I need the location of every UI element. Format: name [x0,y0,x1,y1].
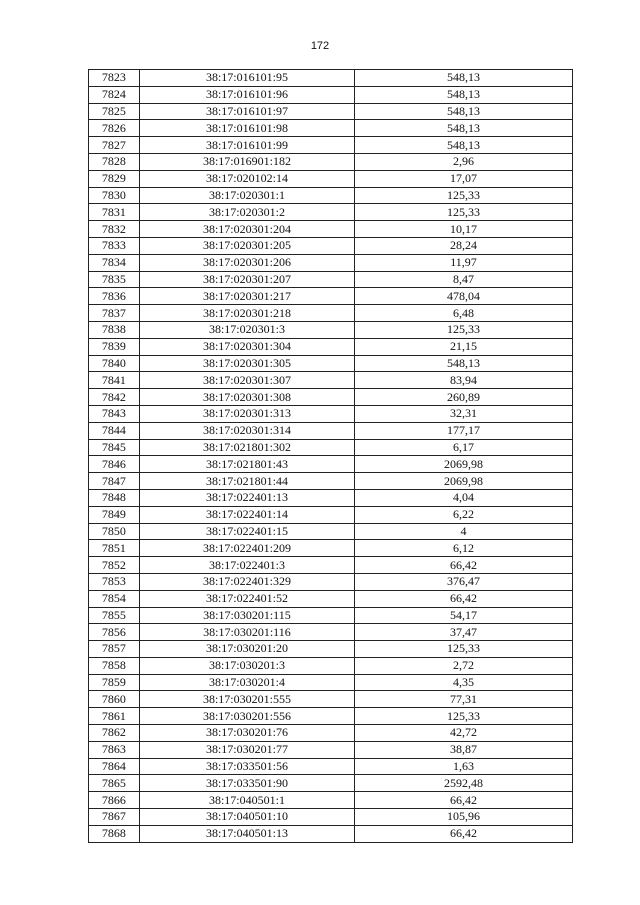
value-cell: 66,42 [355,557,573,574]
table-row [89,523,573,540]
cadastral-number-cell: 38:17:016101:99 [139,137,354,154]
table-row [89,741,573,758]
table-row [89,624,573,641]
row-number-cell: 7850 [89,523,140,540]
cadastral-number-cell: 38:17:030201:116 [139,624,354,641]
cadastral-number-cell: 38:17:030201:556 [139,708,354,725]
row-number-cell: 7823 [89,70,140,87]
table-row [89,775,573,792]
row-number-cell: 7841 [89,372,140,389]
table-row [89,456,573,473]
row-number-cell: 7826 [89,120,140,137]
table-row [89,557,573,574]
table-row [89,809,573,826]
value-cell: 4,04 [355,489,573,506]
cadastral-number-cell: 38:17:040501:10 [139,809,354,826]
cadastral-number-cell: 38:17:020301:217 [139,288,354,305]
row-number-cell: 7831 [89,204,140,221]
value-cell: 11,97 [355,254,573,271]
page-number: 172 [310,40,330,52]
cadastral-number-cell: 38:17:022401:15 [139,523,354,540]
cadastral-number-cell: 38:17:016101:97 [139,103,354,120]
table-row [89,607,573,624]
row-number-cell: 7845 [89,439,140,456]
value-cell: 2,72 [355,657,573,674]
value-cell: 1,63 [355,758,573,775]
cadastral-number-cell: 38:17:033501:90 [139,775,354,792]
cadastral-number-cell: 38:17:030201:555 [139,691,354,708]
row-number-cell: 7858 [89,657,140,674]
cadastral-number-cell: 38:17:020301:205 [139,237,354,254]
table-row [89,305,573,322]
table-row [89,473,573,490]
row-number-cell: 7834 [89,254,140,271]
row-number-cell: 7839 [89,338,140,355]
cadastral-number-cell: 38:17:020301:206 [139,254,354,271]
value-cell: 2069,98 [355,473,573,490]
value-cell: 6,12 [355,540,573,557]
table-row [89,389,573,406]
table-row [89,439,573,456]
cadastral-number-cell: 38:17:022401:52 [139,590,354,607]
table-row [89,422,573,439]
row-number-cell: 7837 [89,305,140,322]
row-number-cell: 7833 [89,237,140,254]
table-row [89,221,573,238]
table-row [89,338,573,355]
value-cell: 6,22 [355,506,573,523]
row-number-cell: 7868 [89,825,140,842]
registry-table [88,69,573,843]
table-row [89,506,573,523]
row-number-cell: 7836 [89,288,140,305]
table-row [89,641,573,658]
row-number-cell: 7844 [89,422,140,439]
value-cell: 83,94 [355,372,573,389]
table-row [89,573,573,590]
value-cell: 548,13 [355,86,573,103]
row-number-cell: 7848 [89,489,140,506]
row-number-cell: 7829 [89,170,140,187]
cadastral-number-cell: 38:17:021801:43 [139,456,354,473]
table-row [89,792,573,809]
value-cell: 77,31 [355,691,573,708]
cadastral-number-cell: 38:17:016101:96 [139,86,354,103]
table-row [89,708,573,725]
table-row [89,137,573,154]
value-cell: 125,33 [355,641,573,658]
cadastral-number-cell: 38:17:021801:302 [139,439,354,456]
table-row [89,489,573,506]
table-row [89,725,573,742]
cadastral-number-cell: 38:17:040501:1 [139,792,354,809]
row-number-cell: 7842 [89,389,140,406]
value-cell: 6,48 [355,305,573,322]
row-number-cell: 7843 [89,405,140,422]
table-row [89,70,573,87]
value-cell: 8,47 [355,271,573,288]
row-number-cell: 7835 [89,271,140,288]
row-number-cell: 7864 [89,758,140,775]
row-number-cell: 7859 [89,674,140,691]
table-row [89,288,573,305]
table-row [89,170,573,187]
row-number-cell: 7851 [89,540,140,557]
row-number-cell: 7852 [89,557,140,574]
table-row [89,204,573,221]
value-cell: 38,87 [355,741,573,758]
cadastral-number-cell: 38:17:040501:13 [139,825,354,842]
table-row [89,86,573,103]
row-number-cell: 7825 [89,103,140,120]
value-cell: 125,33 [355,321,573,338]
table-row [89,103,573,120]
row-number-cell: 7861 [89,708,140,725]
value-cell: 125,33 [355,187,573,204]
row-number-cell: 7862 [89,725,140,742]
table-row [89,187,573,204]
cadastral-number-cell: 38:17:022401:13 [139,489,354,506]
row-number-cell: 7824 [89,86,140,103]
table-row [89,590,573,607]
cadastral-number-cell: 38:17:030201:3 [139,657,354,674]
table-row [89,540,573,557]
value-cell: 66,42 [355,825,573,842]
cadastral-number-cell: 38:17:020301:1 [139,187,354,204]
value-cell: 6,17 [355,439,573,456]
row-number-cell: 7853 [89,573,140,590]
row-number-cell: 7840 [89,355,140,372]
value-cell: 478,04 [355,288,573,305]
value-cell: 28,24 [355,237,573,254]
table-row [89,271,573,288]
cadastral-number-cell: 38:17:020301:305 [139,355,354,372]
value-cell: 17,07 [355,170,573,187]
row-number-cell: 7846 [89,456,140,473]
row-number-cell: 7866 [89,792,140,809]
cadastral-number-cell: 38:17:030201:76 [139,725,354,742]
cadastral-number-cell: 38:17:030201:77 [139,741,354,758]
value-cell: 548,13 [355,70,573,87]
value-cell: 42,72 [355,725,573,742]
cadastral-number-cell: 38:17:022401:3 [139,557,354,574]
cadastral-number-cell: 38:17:030201:115 [139,607,354,624]
cadastral-number-cell: 38:17:020301:2 [139,204,354,221]
table-row [89,120,573,137]
row-number-cell: 7854 [89,590,140,607]
cadastral-number-cell: 38:17:020301:304 [139,338,354,355]
row-number-cell: 7857 [89,641,140,658]
value-cell: 4 [355,523,573,540]
row-number-cell: 7867 [89,809,140,826]
table-row [89,405,573,422]
value-cell: 21,15 [355,338,573,355]
row-number-cell: 7832 [89,221,140,238]
cadastral-number-cell: 38:17:016101:95 [139,70,354,87]
value-cell: 125,33 [355,708,573,725]
table-row [89,372,573,389]
table-row [89,657,573,674]
table-row [89,355,573,372]
value-cell: 32,31 [355,405,573,422]
cadastral-number-cell: 38:17:020301:313 [139,405,354,422]
cadastral-number-cell: 38:17:030201:20 [139,641,354,658]
row-number-cell: 7856 [89,624,140,641]
cadastral-number-cell: 38:17:020301:204 [139,221,354,238]
value-cell: 66,42 [355,792,573,809]
value-cell: 10,17 [355,221,573,238]
value-cell: 125,33 [355,204,573,221]
cadastral-number-cell: 38:17:016101:98 [139,120,354,137]
value-cell: 177,17 [355,422,573,439]
row-number-cell: 7838 [89,321,140,338]
table-row [89,825,573,842]
cadastral-number-cell: 38:17:022401:209 [139,540,354,557]
registry-table-body [89,70,573,843]
cadastral-number-cell: 38:17:030201:4 [139,674,354,691]
value-cell: 376,47 [355,573,573,590]
table-row [89,237,573,254]
value-cell: 54,17 [355,607,573,624]
table-row [89,674,573,691]
cadastral-number-cell: 38:17:022401:14 [139,506,354,523]
cadastral-number-cell: 38:17:020301:307 [139,372,354,389]
value-cell: 548,13 [355,120,573,137]
value-cell: 37,47 [355,624,573,641]
row-number-cell: 7855 [89,607,140,624]
row-number-cell: 7827 [89,137,140,154]
row-number-cell: 7847 [89,473,140,490]
value-cell: 4,35 [355,674,573,691]
value-cell: 105,96 [355,809,573,826]
row-number-cell: 7863 [89,741,140,758]
cadastral-number-cell: 38:17:022401:329 [139,573,354,590]
cadastral-number-cell: 38:17:020301:218 [139,305,354,322]
cadastral-number-cell: 38:17:020301:308 [139,389,354,406]
table-row [89,691,573,708]
table-row [89,254,573,271]
cadastral-number-cell: 38:17:020301:3 [139,321,354,338]
row-number-cell: 7849 [89,506,140,523]
row-number-cell: 7865 [89,775,140,792]
value-cell: 2592,48 [355,775,573,792]
value-cell: 2069,98 [355,456,573,473]
cadastral-number-cell: 38:17:020301:207 [139,271,354,288]
row-number-cell: 7828 [89,153,140,170]
value-cell: 66,42 [355,590,573,607]
row-number-cell: 7830 [89,187,140,204]
value-cell: 2,96 [355,153,573,170]
table-row [89,153,573,170]
value-cell: 260,89 [355,389,573,406]
value-cell: 548,13 [355,103,573,120]
value-cell: 548,13 [355,355,573,372]
row-number-cell: 7860 [89,691,140,708]
table-row [89,321,573,338]
cadastral-number-cell: 38:17:033501:56 [139,758,354,775]
cadastral-number-cell: 38:17:020301:314 [139,422,354,439]
table-row [89,758,573,775]
cadastral-number-cell: 38:17:020102:14 [139,170,354,187]
cadastral-number-cell: 38:17:016901:182 [139,153,354,170]
cadastral-number-cell: 38:17:021801:44 [139,473,354,490]
value-cell: 548,13 [355,137,573,154]
